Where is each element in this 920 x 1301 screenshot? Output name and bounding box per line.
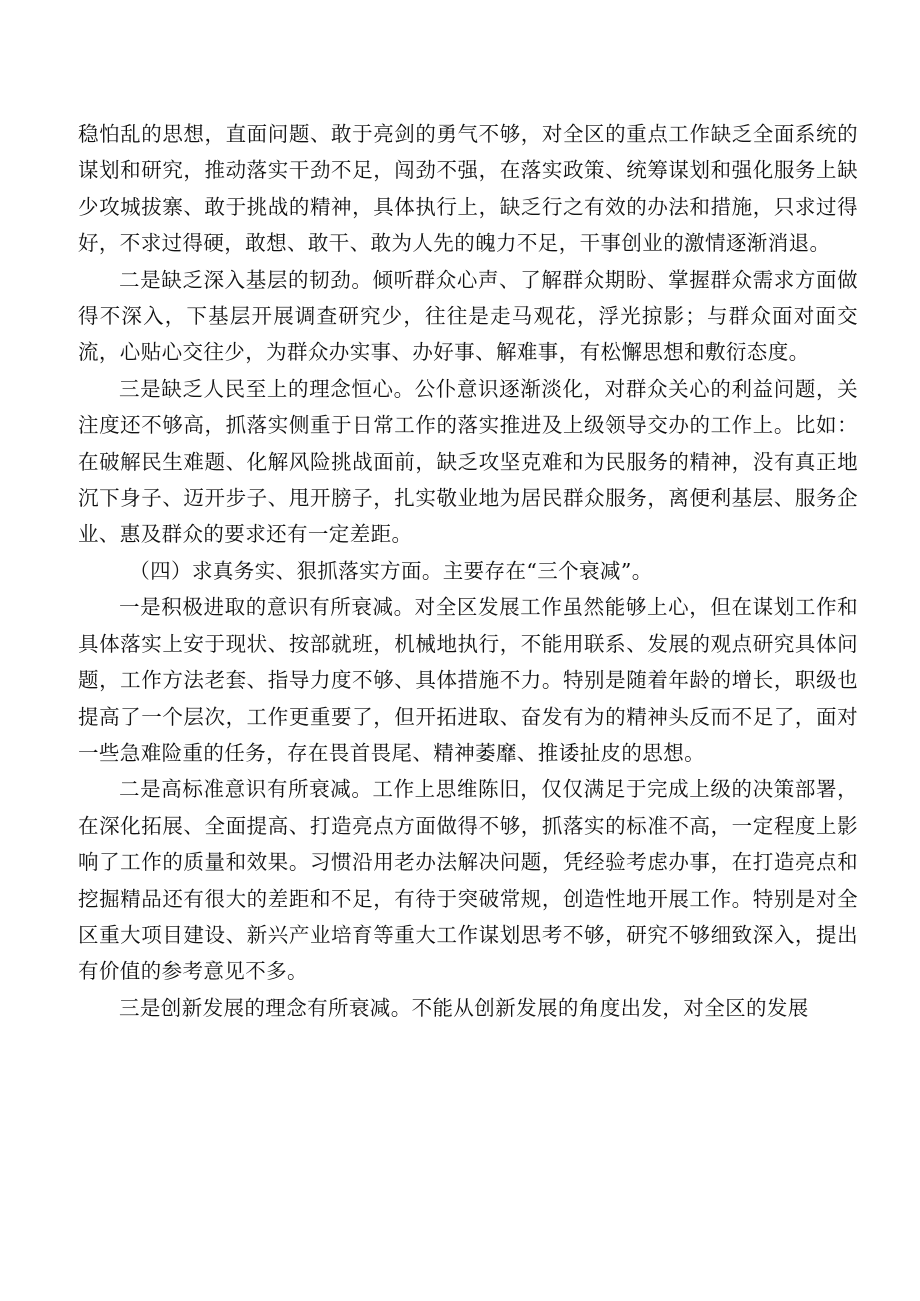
paragraph-7: 三是创新发展的理念有所衰减。不能从创新发展的角度出发，对全区的发展 — [119, 995, 809, 1020]
section-heading-4: （四）求真务实、狠抓落实方面。主要存在“三个衰减”。 — [129, 558, 653, 583]
paragraph-3: 三是缺乏人民至上的理念恒心。公仆意识逐渐淡化，对群众关心的利益问题，关注度还不够高，抓落实侧重于日常工作的落实推进及上级领导交办的工作上。比如：在破解民生难题、化解风险挑战面前，缺乏攻坚克难和为民服务的精神，没有真正地沉下身子、迈开步子、甩开膀子，扎实敬业地为居民群众服务，离便利基层、服务企业、惠及群众的要求还有一定差距。 — [78, 376, 858, 547]
paragraph-1: 稳怕乱的思想，直面问题、敢于亮剑的勇气不够，对全区的重点工作缺乏全面系统的谋划和研究，推动落实干劲不足，闯劲不强，在落实政策、统筹谋划和强化服务上缺少攻城拔寨、敢于挑战的精神，具体执行上，缺乏行之有效的办法和措施，只求过得好，不求过得硬，敢想、敢干、敢为人先的魄力不足，干事创业的激情逐渐消退。 — [78, 122, 858, 256]
document-page — [78, 116, 858, 1026]
paragraph-5: 一是积极进取的意识有所衰减。对全区发展工作虽然能够上心，但在谋划工作和具体落实上安于现状、按部就班，机械地执行，不能用联系、发展的观点研究具体问题，工作方法老套、指导力度不够、具体措施不力。特别是随着年龄的增长，职级也提高了一个层次，工作更重要了，但开拓进取、奋发有为的精神头反而不足了，面对一些急难险重的任务，存在畏首畏尾、精神萎靡、推诿扯皮的思想。 — [78, 595, 858, 765]
paragraph-2: 二是缺乏深入基层的韧劲。倾听群众心声、了解群众期盼、掌握群众需求方面做得不深入，下基层开展调查研究少，往往是走马观花，浮光掠影；与群众面对面交流，心贴心交往少，为群众办实事、办好事、解难事，有松懈思想和敷衍态度。 — [78, 267, 858, 365]
paragraph-6: 二是高标准意识有所衰减。工作上思维陈旧，仅仅满足于完成上级的决策部署，在深化拓展、全面提高、打造亮点方面做得不够，抓落实的标准不高，一定程度上影响了工作的质量和效果。习惯沿用老办法解决问题，凭经验考虑办事，在打造亮点和挖掘精品还有很大的差距和不足，有待于突破常规，创造性地开展工作。特别是对全区重大项目建设、新兴产业培育等重大工作谋划思考不够，研究不够细致深入，提出有价值的参考意见不多。 — [78, 777, 858, 984]
